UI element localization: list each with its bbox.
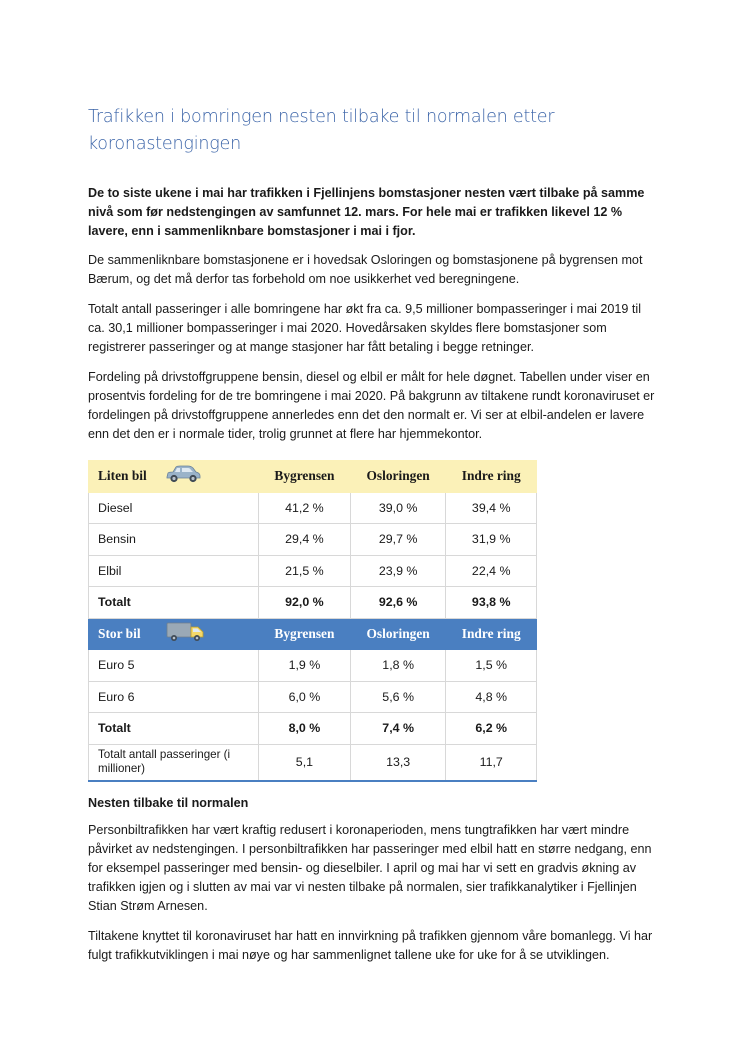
table-cell: 93,8 % (446, 587, 537, 619)
row-label: Euro 5 (89, 650, 259, 682)
small-car-label: Liten bil (98, 468, 147, 484)
table-row (89, 681, 537, 713)
table-cell: 5,1 (259, 744, 351, 781)
table-cell: 92,0 % (259, 587, 351, 619)
car-icon (164, 464, 202, 488)
table-cell: 13,3 (350, 744, 446, 781)
body-paragraph: Totalt antall passeringer i alle bomringene har økt fra ca. 9,5 millioner bompasseringer i mai 2019 til ca. 30,1 millioner bompasseringer i mai 2020. Hovedårsaken skyldes flere bomstasjoner som registrerer passeringer og at mange stasjoner har fått betaling i begge retninger. (88, 302, 641, 354)
table-cell: 29,7 % (350, 524, 446, 556)
table-row (89, 524, 537, 556)
document-page (88, 104, 660, 976)
large-car-header-cell (89, 618, 259, 650)
table-row-total (89, 587, 537, 619)
column-header: Indre ring (446, 618, 537, 650)
table-cell: 1,8 % (350, 650, 446, 682)
table-row (89, 492, 537, 524)
table-cell: 1,5 % (446, 650, 537, 682)
column-header: Bygrensen (259, 461, 351, 493)
table-cell: 11,7 (446, 744, 537, 781)
body-paragraph: Tiltakene knyttet til koronaviruset har hatt en innvirkning på trafikken gjennom våre bomanlegg. Vi har fulgt trafikkutviklingen i mai nøye og har sammenlignet tallene uke for uke for å se utviklingen. (88, 929, 653, 962)
body-paragraph: Fordeling på drivstoffgruppene bensin, diesel og elbil er målt for hele døgnet. Tabellen under viser en prosentvis fordeling for de tre bomringene i mai 2020. På bakgrunn av tiltakene rundt koronaviruset er fordelingen på drivstoffgruppene annerledes enn det den normalt er. Vi ser at elbil-andelen er lavere enn det den er i normale tider, trolig grunnet at flere har hjemmekontor. (88, 370, 655, 441)
table-cell: 5,6 % (350, 681, 446, 713)
row-label: Diesel (89, 492, 259, 524)
table-cell: 8,0 % (259, 713, 351, 745)
table-row-total-passings (89, 744, 537, 781)
section-heading: Nesten tilbake til normalen (88, 796, 249, 810)
column-header: Bygrensen (259, 618, 351, 650)
body-paragraph: Personbiltrafikken har vært kraftig redusert i koronaperioden, mens tungtrafikken har vært mindre påvirket av nedstengingen. I personbiltrafikken har passeringer med elbil hatt en større nedgang, enn for eksempel passeringer med bensin- og dieselbiler. I april og mai har vi sett en gradvis økning av trafikken igjen og i slutten av mai var vi nesten tilbake på normalen, sier trafikkanalytiker i Fjellinjen Stian Strøm Arnesen. (88, 823, 652, 913)
table-cell: 31,9 % (446, 524, 537, 556)
table-cell: 41,2 % (259, 492, 351, 524)
row-label: Elbil (89, 555, 259, 587)
small-car-header-cell (89, 461, 259, 493)
small-car-header-row (89, 461, 537, 493)
table-cell: 4,8 % (446, 681, 537, 713)
row-label: Totalt (89, 713, 259, 745)
column-header: Indre ring (446, 461, 537, 493)
table-cell: 22,4 % (446, 555, 537, 587)
large-car-label: Stor bil (98, 625, 141, 641)
page-title: Trafikken i bomringen nesten tilbake til normalen etter koronastengingen (88, 107, 555, 154)
truck-icon (166, 621, 206, 647)
table-cell: 21,5 % (259, 555, 351, 587)
fuel-distribution-table (88, 460, 537, 782)
row-label: Totalt (89, 587, 259, 619)
table-cell: 7,4 % (350, 713, 446, 745)
large-car-header-row (89, 618, 537, 650)
column-header: Osloringen (350, 618, 446, 650)
row-label: Euro 6 (89, 681, 259, 713)
lead-paragraph: De to siste ukene i mai har trafikken i Fjellinjens bomstasjoner nesten vært tilbake på samme nivå som før nedstengingen av samfunnet 12. mars. For hele mai er trafikken likevel 12 % lavere, enn i sammenliknbare bomstasjoner i mai i fjor. (88, 186, 645, 238)
table-cell: 92,6 % (350, 587, 446, 619)
table-cell: 39,0 % (350, 492, 446, 524)
body-paragraph: De sammenliknbare bomstasjonene er i hovedsak Osloringen og bomstasjonene på bygrensen mot Bærum, og det må derfor tas forbehold om noe usikkerhet ved beregningene. (88, 253, 643, 286)
row-label: Totalt antall passeringer (i millioner) (89, 744, 259, 781)
row-label: Bensin (89, 524, 259, 556)
table-cell: 23,9 % (350, 555, 446, 587)
table-cell: 1,9 % (259, 650, 351, 682)
table-cell: 39,4 % (446, 492, 537, 524)
table-row (89, 650, 537, 682)
table-cell: 29,4 % (259, 524, 351, 556)
table-cell: 6,0 % (259, 681, 351, 713)
table-row-total (89, 713, 537, 745)
table-row (89, 555, 537, 587)
table-cell: 6,2 % (446, 713, 537, 745)
column-header: Osloringen (350, 461, 446, 493)
